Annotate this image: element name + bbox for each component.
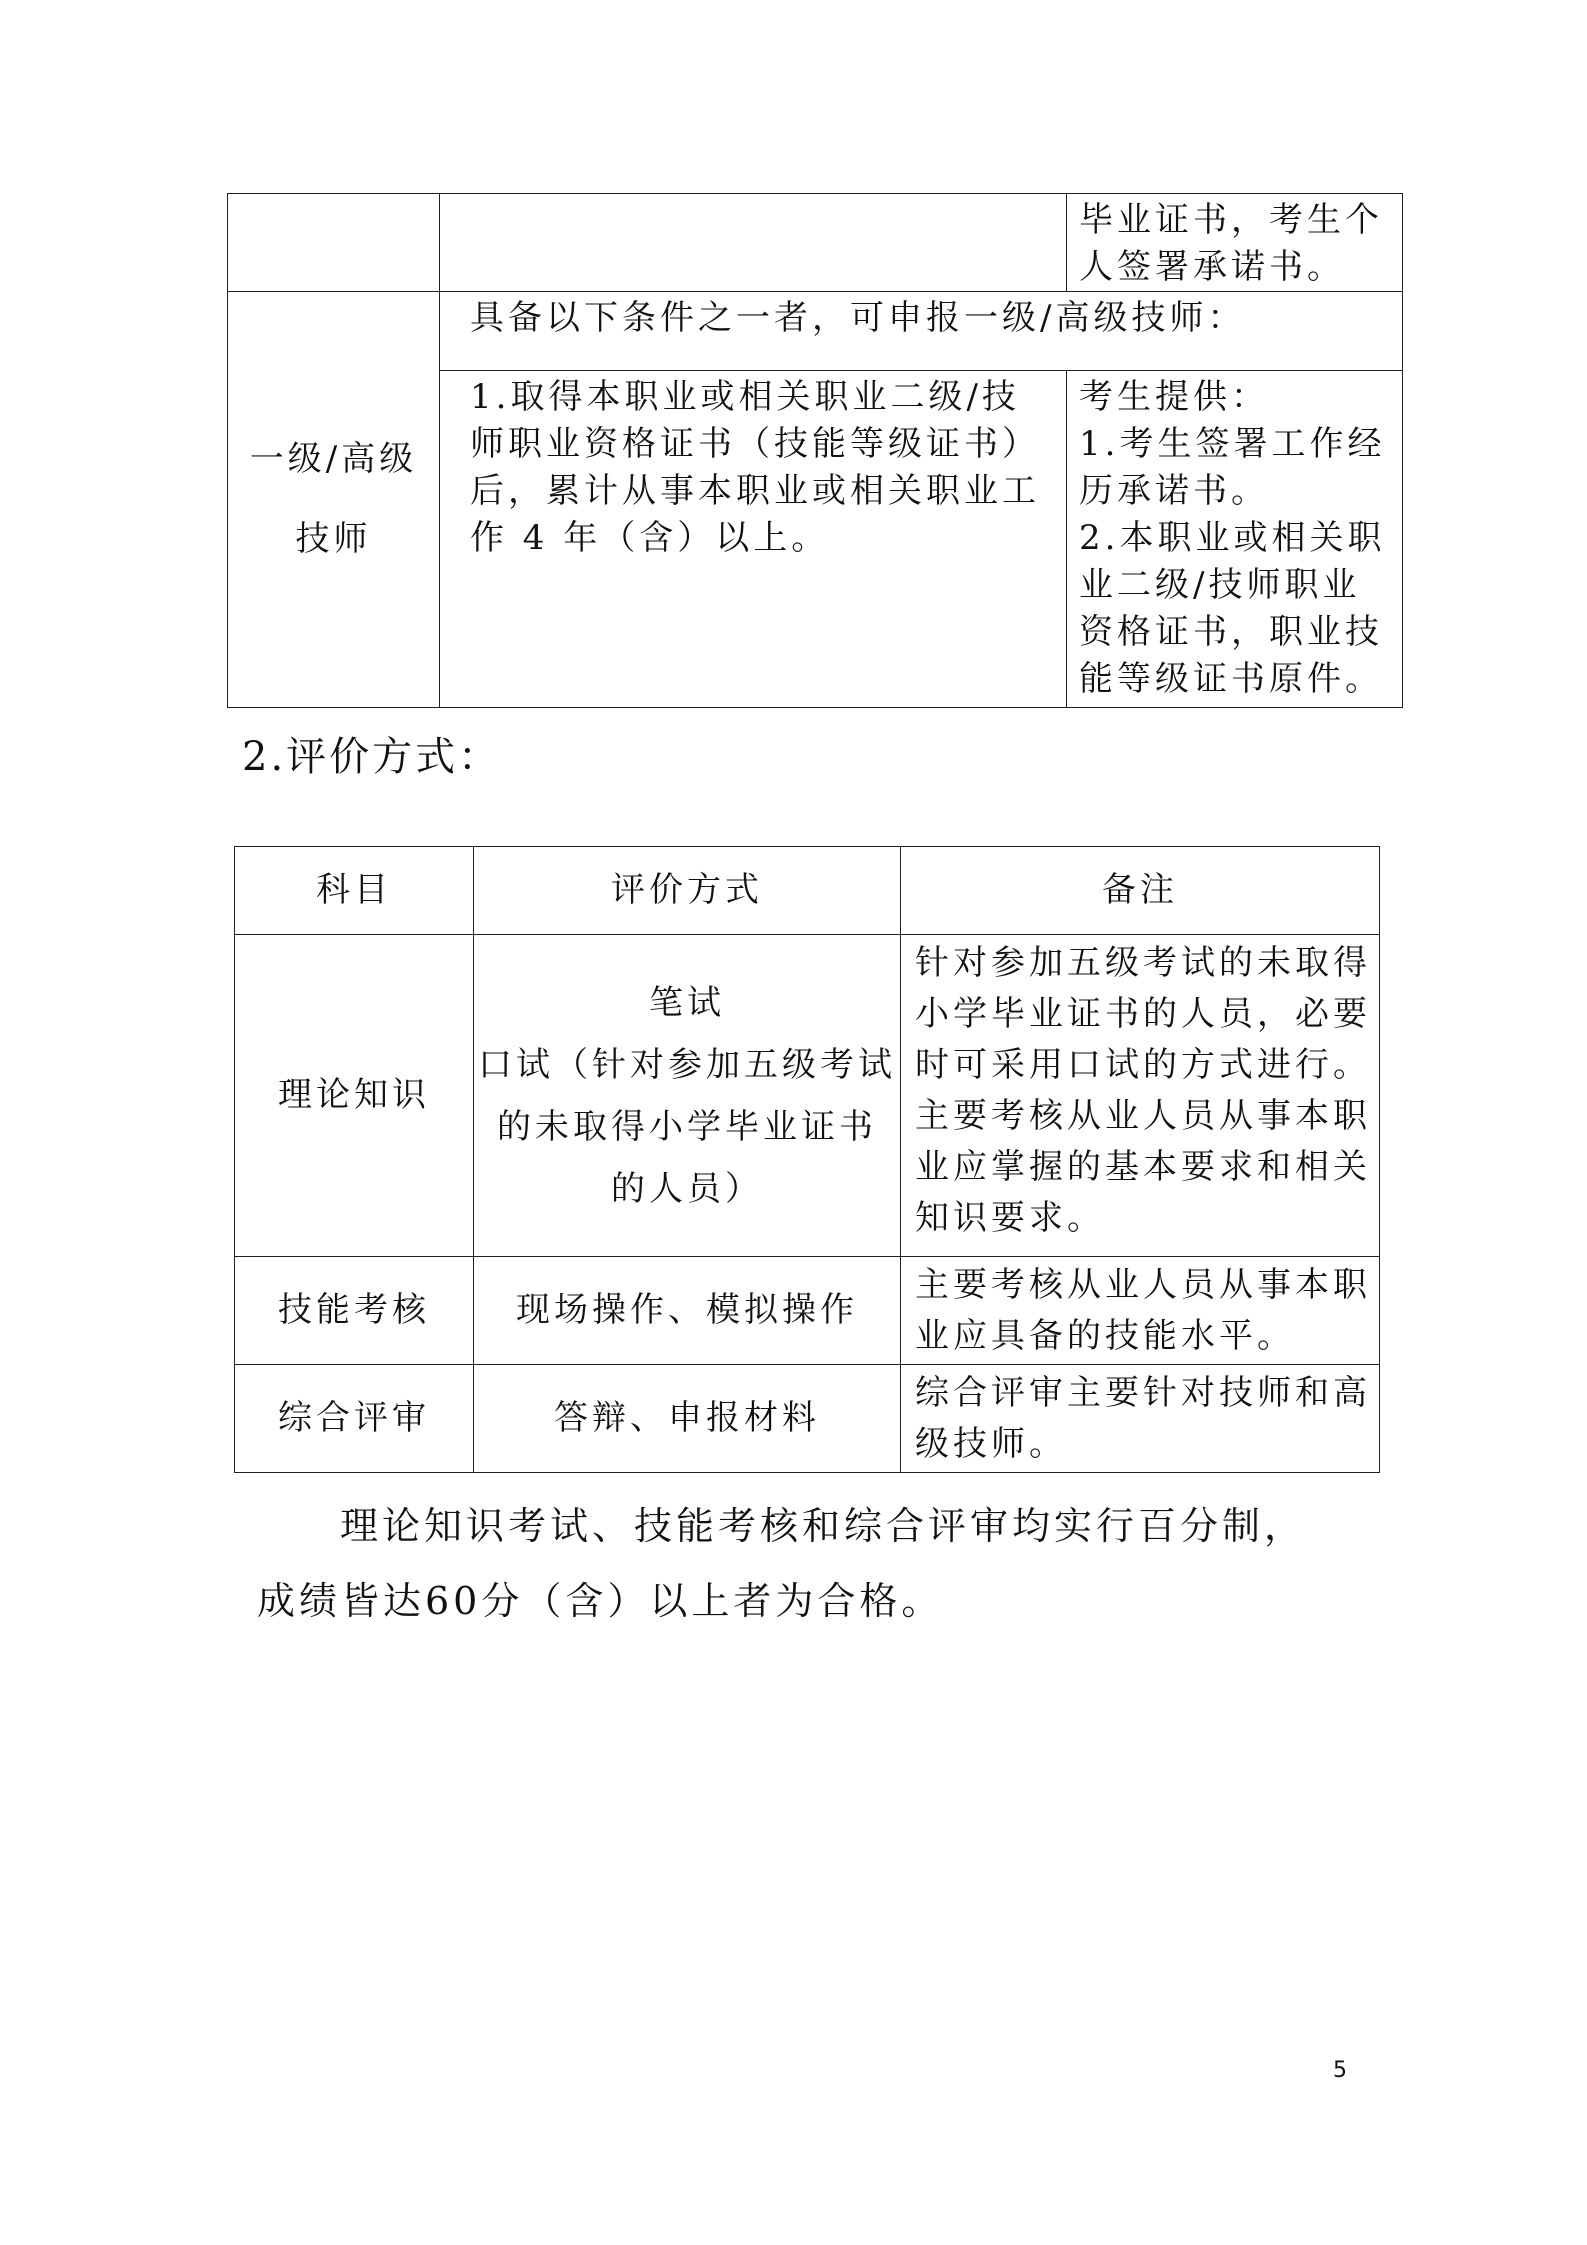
materials-line: 1.考生签署工作经 xyxy=(1079,424,1386,464)
table-header-row xyxy=(235,847,1380,935)
materials-cell xyxy=(1067,194,1403,292)
note-line: 主要考核从业人员从事本职 xyxy=(915,1265,1371,1305)
note-line: 业应掌握的基本要求和相关 xyxy=(915,1147,1371,1187)
section-heading: 2.评价方式： xyxy=(242,734,502,780)
paragraph-line: 成绩皆达60分（含）以上者为合格。 xyxy=(257,1579,944,1623)
table-row xyxy=(228,292,1403,371)
condition-cell xyxy=(440,371,1067,708)
table-row xyxy=(235,1257,1380,1365)
subject-cell: 综合评审 xyxy=(235,1365,474,1473)
method-line: 笔试 xyxy=(649,982,725,1023)
method-cell xyxy=(474,1257,901,1365)
eligibility-table xyxy=(227,193,1403,708)
intro-cell xyxy=(440,292,1403,371)
condition-cell-empty xyxy=(440,194,1067,292)
materials-line: 2.本职业或相关职 xyxy=(1079,518,1386,558)
subject-cell: 理论知识 xyxy=(235,935,474,1257)
header-method: 评价方式 xyxy=(474,847,901,935)
materials-cell xyxy=(1067,371,1403,708)
note-line: 业应具备的技能水平。 xyxy=(915,1316,1295,1356)
table-row xyxy=(235,935,1380,1257)
note-line: 针对参加五级考试的未取得 xyxy=(915,943,1371,983)
page-number: 5 xyxy=(1333,2058,1347,2083)
intro-text: 具备以下条件之一者，可申报一级/高级技师： xyxy=(470,298,1246,338)
note-cell xyxy=(901,935,1380,1257)
materials-line: 业二级/技师职业 xyxy=(1079,565,1361,605)
table-row xyxy=(228,194,1403,292)
method-line: 的人员） xyxy=(611,1168,763,1209)
level-line: 一级/高级 xyxy=(249,439,418,479)
materials-line: 毕业证书，考生个 xyxy=(1079,200,1383,240)
method-line: 口试（针对参加五级考试 xyxy=(478,1044,896,1085)
condition-line: 后，累计从事本职业或相关职业工 xyxy=(470,471,1040,511)
level-cell xyxy=(228,292,440,708)
materials-line: 考生提供： xyxy=(1079,377,1269,417)
note-line: 小学毕业证书的人员，必要 xyxy=(915,994,1371,1034)
note-line: 时可采用口试的方式进行。 xyxy=(915,1045,1371,1085)
method-cell xyxy=(474,1365,901,1473)
subject-cell: 技能考核 xyxy=(235,1257,474,1365)
paragraph-line: 理论知识考试、技能考核和综合评审均实行百分制， xyxy=(340,1504,1307,1548)
condition-line: 1.取得本职业或相关职业二级/技 xyxy=(470,377,1020,417)
header-subject: 科目 xyxy=(235,847,474,935)
note-cell xyxy=(901,1257,1380,1365)
note-line: 综合评审主要针对技师和高 xyxy=(915,1373,1371,1413)
note-line: 知识要求。 xyxy=(915,1198,1105,1238)
condition-line: 师职业资格证书（技能等级证书） xyxy=(470,424,1040,464)
level-line: 技师 xyxy=(295,519,372,559)
header-note: 备注 xyxy=(901,847,1380,935)
table-row xyxy=(235,1365,1380,1473)
evaluation-method-table xyxy=(234,846,1380,1473)
note-line: 级技师。 xyxy=(915,1424,1067,1464)
materials-line: 能等级证书原件。 xyxy=(1079,659,1383,699)
method-line: 的未取得小学毕业证书 xyxy=(497,1106,877,1147)
note-line: 主要考核从业人员从事本职 xyxy=(915,1096,1371,1136)
condition-line: 作 4 年（含）以上。 xyxy=(470,518,830,558)
materials-line: 历承诺书。 xyxy=(1079,471,1269,511)
level-cell-empty xyxy=(228,194,440,292)
method-line: 答辩、申报材料 xyxy=(554,1398,820,1438)
note-cell xyxy=(901,1365,1380,1473)
method-cell xyxy=(474,935,901,1257)
materials-line: 人签署承诺书。 xyxy=(1079,247,1345,287)
materials-line: 资格证书，职业技 xyxy=(1079,612,1383,652)
method-line: 现场操作、模拟操作 xyxy=(516,1290,858,1330)
